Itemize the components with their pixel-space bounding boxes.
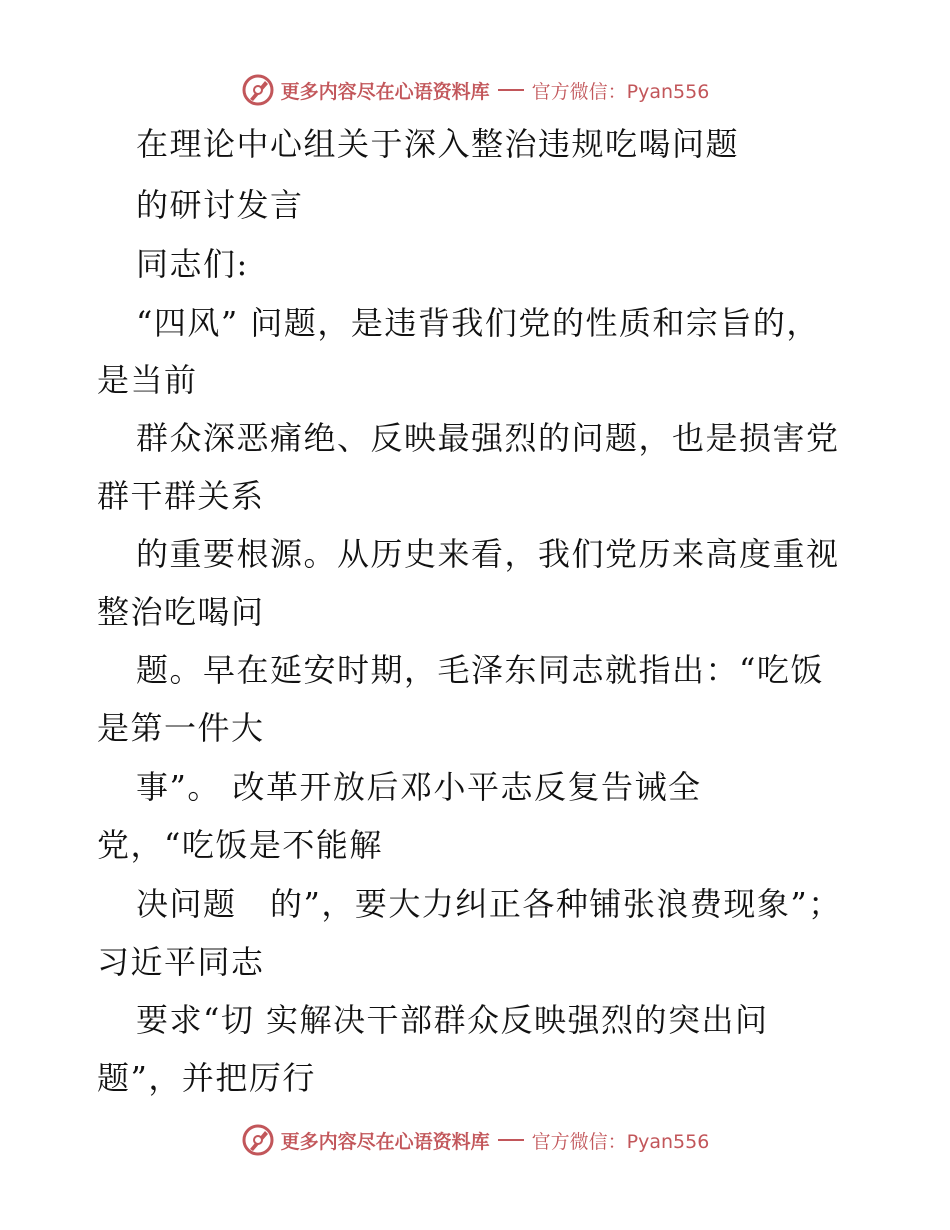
header-banner xyxy=(0,70,950,110)
feather-pen-logo-icon xyxy=(241,73,275,107)
body-line: 的重要根源。从历史来看，我们党历来高度重视 xyxy=(136,535,840,573)
salutation: 同志们: xyxy=(136,245,249,283)
banner-content xyxy=(241,73,710,107)
body-line: 事”。 改革开放后邓小平志反复告诫全 xyxy=(136,768,702,806)
body-line: 决问题 的”，要大力纠正各种铺张浪费现象”； xyxy=(136,885,842,923)
banner-text: 更多内容尽在心语资料库 xyxy=(280,1130,490,1153)
banner-dash xyxy=(498,1139,524,1141)
footer-banner xyxy=(0,1120,950,1160)
body-line: 要求“切 实解决干部群众反映强烈的突出问 xyxy=(136,1001,769,1039)
body-line: 题。早在延安时期，毛泽东同志就指出：“吃饭 xyxy=(136,651,824,689)
body-line: 题”，并把厉行 xyxy=(97,1059,316,1097)
body-line: 党，“吃饭是不能解 xyxy=(97,826,383,864)
banner-wechat-id: 官方微信：Pyan556 xyxy=(531,1130,710,1153)
body-line: 群干群关系 xyxy=(97,477,265,515)
feather-pen-logo-icon xyxy=(241,1123,275,1157)
banner-text: 更多内容尽在心语资料库 xyxy=(280,80,490,103)
banner-dash xyxy=(498,89,524,91)
body-line: 整治吃喝问 xyxy=(97,593,265,631)
body-line: 是当前 xyxy=(97,361,198,399)
document-title-line-1: 在理论中心组关于深入整治违规吃喝问题 xyxy=(136,125,740,163)
banner-wechat-id: 官方微信：Pyan556 xyxy=(531,80,710,103)
body-line: 是第一件大 xyxy=(97,709,265,747)
body-line: 群众深恶痛绝、反映最强烈的问题，也是损害党 xyxy=(136,419,840,457)
body-line: 习近平同志 xyxy=(97,943,265,981)
body-line: “四风” 问题，是违背我们党的性质和宗旨的， xyxy=(136,304,820,342)
banner-content xyxy=(241,1123,710,1157)
document-title-line-2: 的研讨发言 xyxy=(136,186,304,224)
